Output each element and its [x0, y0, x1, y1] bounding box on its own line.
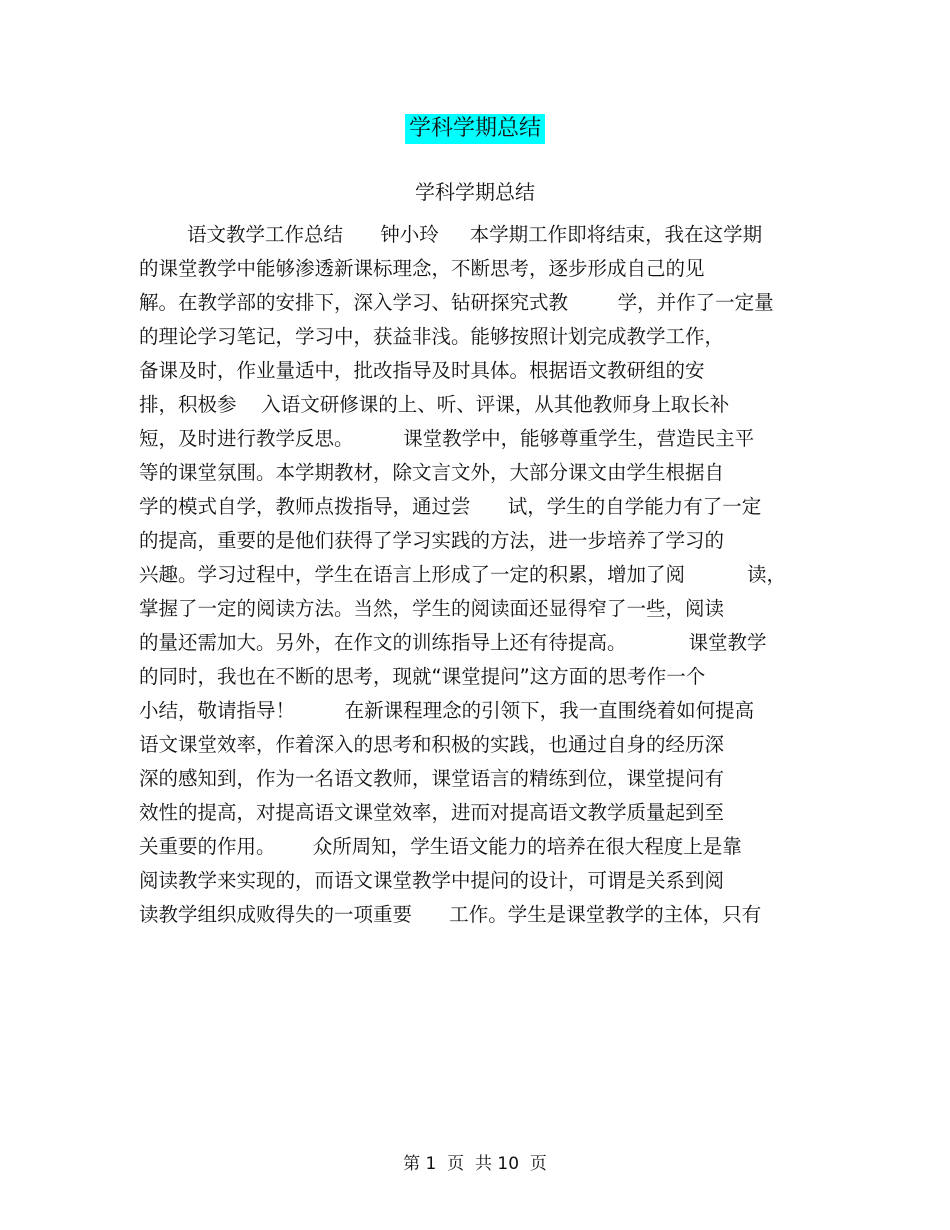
text-line: 小结，敬请指导！ 在新课程理念的引领下，我一直围绕着如何提高: [139, 699, 755, 722]
text-line: 的量还需加大。另外，在作文的训练指导上还有待提高。 课堂教学: [139, 631, 767, 654]
text-line: 排，积极参 入语文研修课的上、听、评课，从其他教师身上取长补: [139, 393, 730, 416]
text-line: 短，及时进行教学反思。 课堂教学中，能够尊重学生，营造民主平: [139, 427, 755, 450]
text-line: 读教学组织成败得失的一项重要 工作。学生是课堂教学的主体，只有: [139, 903, 762, 926]
body-text: [139, 222, 809, 936]
text-line: 等的课堂氛围。本学期教材，除文言文外，大部分课文由学生根据自: [139, 461, 725, 484]
text-line: 备课及时，作业量适中，批改指导及时具体。根据语文教研组的安: [139, 359, 705, 382]
text-line: 语文教学工作总结 钟小玲 本学期工作即将结束，我在这学期: [187, 223, 763, 246]
title-container: [0, 114, 950, 144]
text-line: 学的模式自学，教师点拨指导，通过尝 试，学生的自学能力有了一定: [139, 495, 762, 518]
text-line: 的同时，我也在不断的思考，现就“课堂提问”这方面的思考作一个: [139, 665, 706, 688]
text-line: 的理论学习笔记，学习中，获益非浅。能够按照计划完成教学工作，: [139, 325, 725, 348]
text-line: 阅读教学来实现的，而语文课堂教学中提问的设计，可谓是关系到阅: [139, 869, 725, 892]
text-line: 兴趣。学习过程中，学生在语言上形成了一定的积累，增加了阅 读，: [139, 563, 786, 586]
text-line: 解。在教学部的安排下，深入学习、钻研探究式教 学，并作了一定量: [139, 291, 774, 314]
document-title: 学科学期总结: [405, 114, 545, 144]
text-line: 深的感知到，作为一名语文教师，课堂语言的精练到位，课堂提问有: [139, 767, 725, 790]
document-subtitle: 学科学期总结: [415, 180, 535, 204]
text-line: 掌握了一定的阅读方法。当然，学生的阅读面还显得窄了一些，阅读: [139, 597, 725, 620]
text-line: 的提高，重要的是他们获得了学习实践的方法，进一步培养了学习的: [139, 529, 725, 552]
page-number-footer: 第 1 页 共 10 页: [403, 1154, 547, 1174]
text-line: 的课堂教学中能够渗透新课标理念，不断思考，逐步形成自己的见: [139, 257, 705, 280]
text-line: 效性的提高，对提高语文课堂效率，进而对提高语文教学质量起到至: [139, 801, 725, 824]
text-line: 语文课堂效率，作着深入的思考和积极的实践，也通过自身的经历深: [139, 733, 725, 756]
text-line: 关重要的作用。 众所周知，学生语文能力的培养在很大程度上是靠: [139, 835, 742, 858]
